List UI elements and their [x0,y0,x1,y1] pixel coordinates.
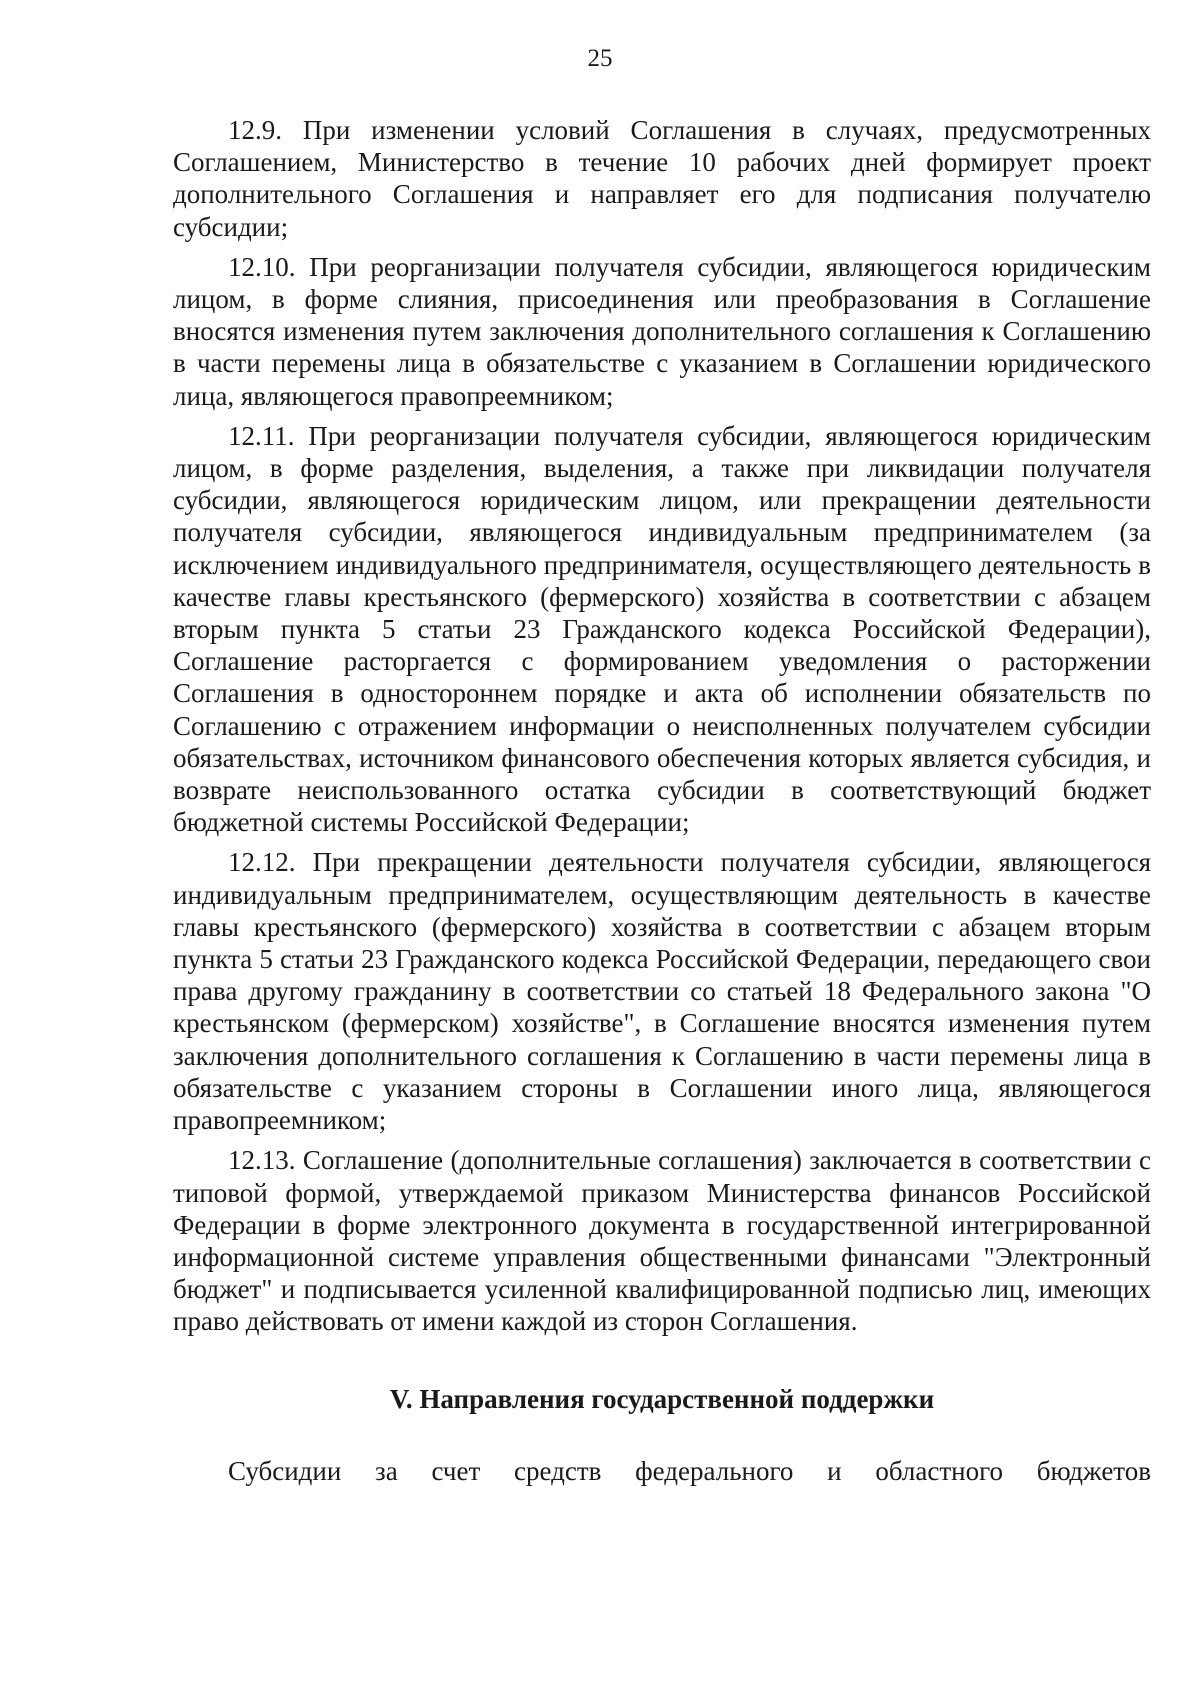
document-body [173,114,1151,1487]
paragraph-12-12: 12.12. При прекращении деятельности получателя субсидии, являющегося индивидуальным предпринимателем, осуществляющим деятельность в качестве главы крестьянского (фермерского) хозяйства в соответствии с абзацем вторым пункта 5 статьи 23 Гражданского кодекса Российской Федерации, передающего свои права другому гражданину в соответствии со статьей 18 Федерального закона "О крестьянском (фермерском) хозяйстве", в Соглашение вносятся изменения путем заключения дополнительного соглашения к Соглашению в части перемены лица в обязательстве с указанием стороны в Соглашении иного лица, являющегося правопреемником; [173,847,1151,1136]
section-heading: V. Направления государственной поддержки [389,1383,935,1414]
paragraph-12-9: 12.9. При изменении условий Соглашения в случаях, предусмотренных Соглашением, Министерство в течение 10 рабочих дней формирует проект дополнительного Соглашения и направляет его для подписания получателю субсидии; [173,115,1151,242]
paragraph-12-11: 12.11. При реорганизации получателя субсидии, являющегося юридическим лицом, в форме разделения, выделения, а также при ликвидации получателя субсидии, являющегося юридическим лицом, или прекращении деятельности получателя субсидии, являющегося индивидуальным предпринимателем (за исключением индивидуального предпринимателя, осуществляющего деятельность в качестве главы крестьянского (фермерского) хозяйства в соответствии с абзацем вторым пункта 5 статьи 23 Гражданского кодекса Российской Федерации), Соглашение расторгается с формированием уведомления о расторжении Соглашения в одностороннем порядке и акта об исполнении обязательств по Соглашению с отражением информации о неисполненных получателем субсидии обязательствах, источником финансового обеспечения которых является субсидия, и возврате неиспользованного остатка субсидии в соответствующий бюджет бюджетной системы Российской Федерации; [173,420,1151,838]
page-number: 25 [587,45,613,72]
paragraph-subsidies: Субсидии за счет средств федерального и областного бюджетов [228,1455,1151,1486]
paragraph-12-10: 12.10. При реорганизации получателя субсидии, являющегося юридическим лицом, в форме слияния, присоединения или преобразования в Соглашение вносятся изменения путем заключения дополнительного соглашения к Соглашению в части перемены лица в обязательстве с указанием в Соглашении юридического лица, являющегося правопреемником; [173,251,1151,411]
paragraph-12-13: 12.13. Соглашение (дополнительные соглашения) заключается в соответствии с типовой формой, утверждаемой приказом Министерства финансов Российской Федерации в форме электронного документа в государственной интегрированной информационной системе управления общественными финансами "Электронный бюджет" и подписывается усиленной квалифицированной подписью лиц, имеющих право действовать от имени каждой из сторон Соглашения. [173,1145,1151,1337]
